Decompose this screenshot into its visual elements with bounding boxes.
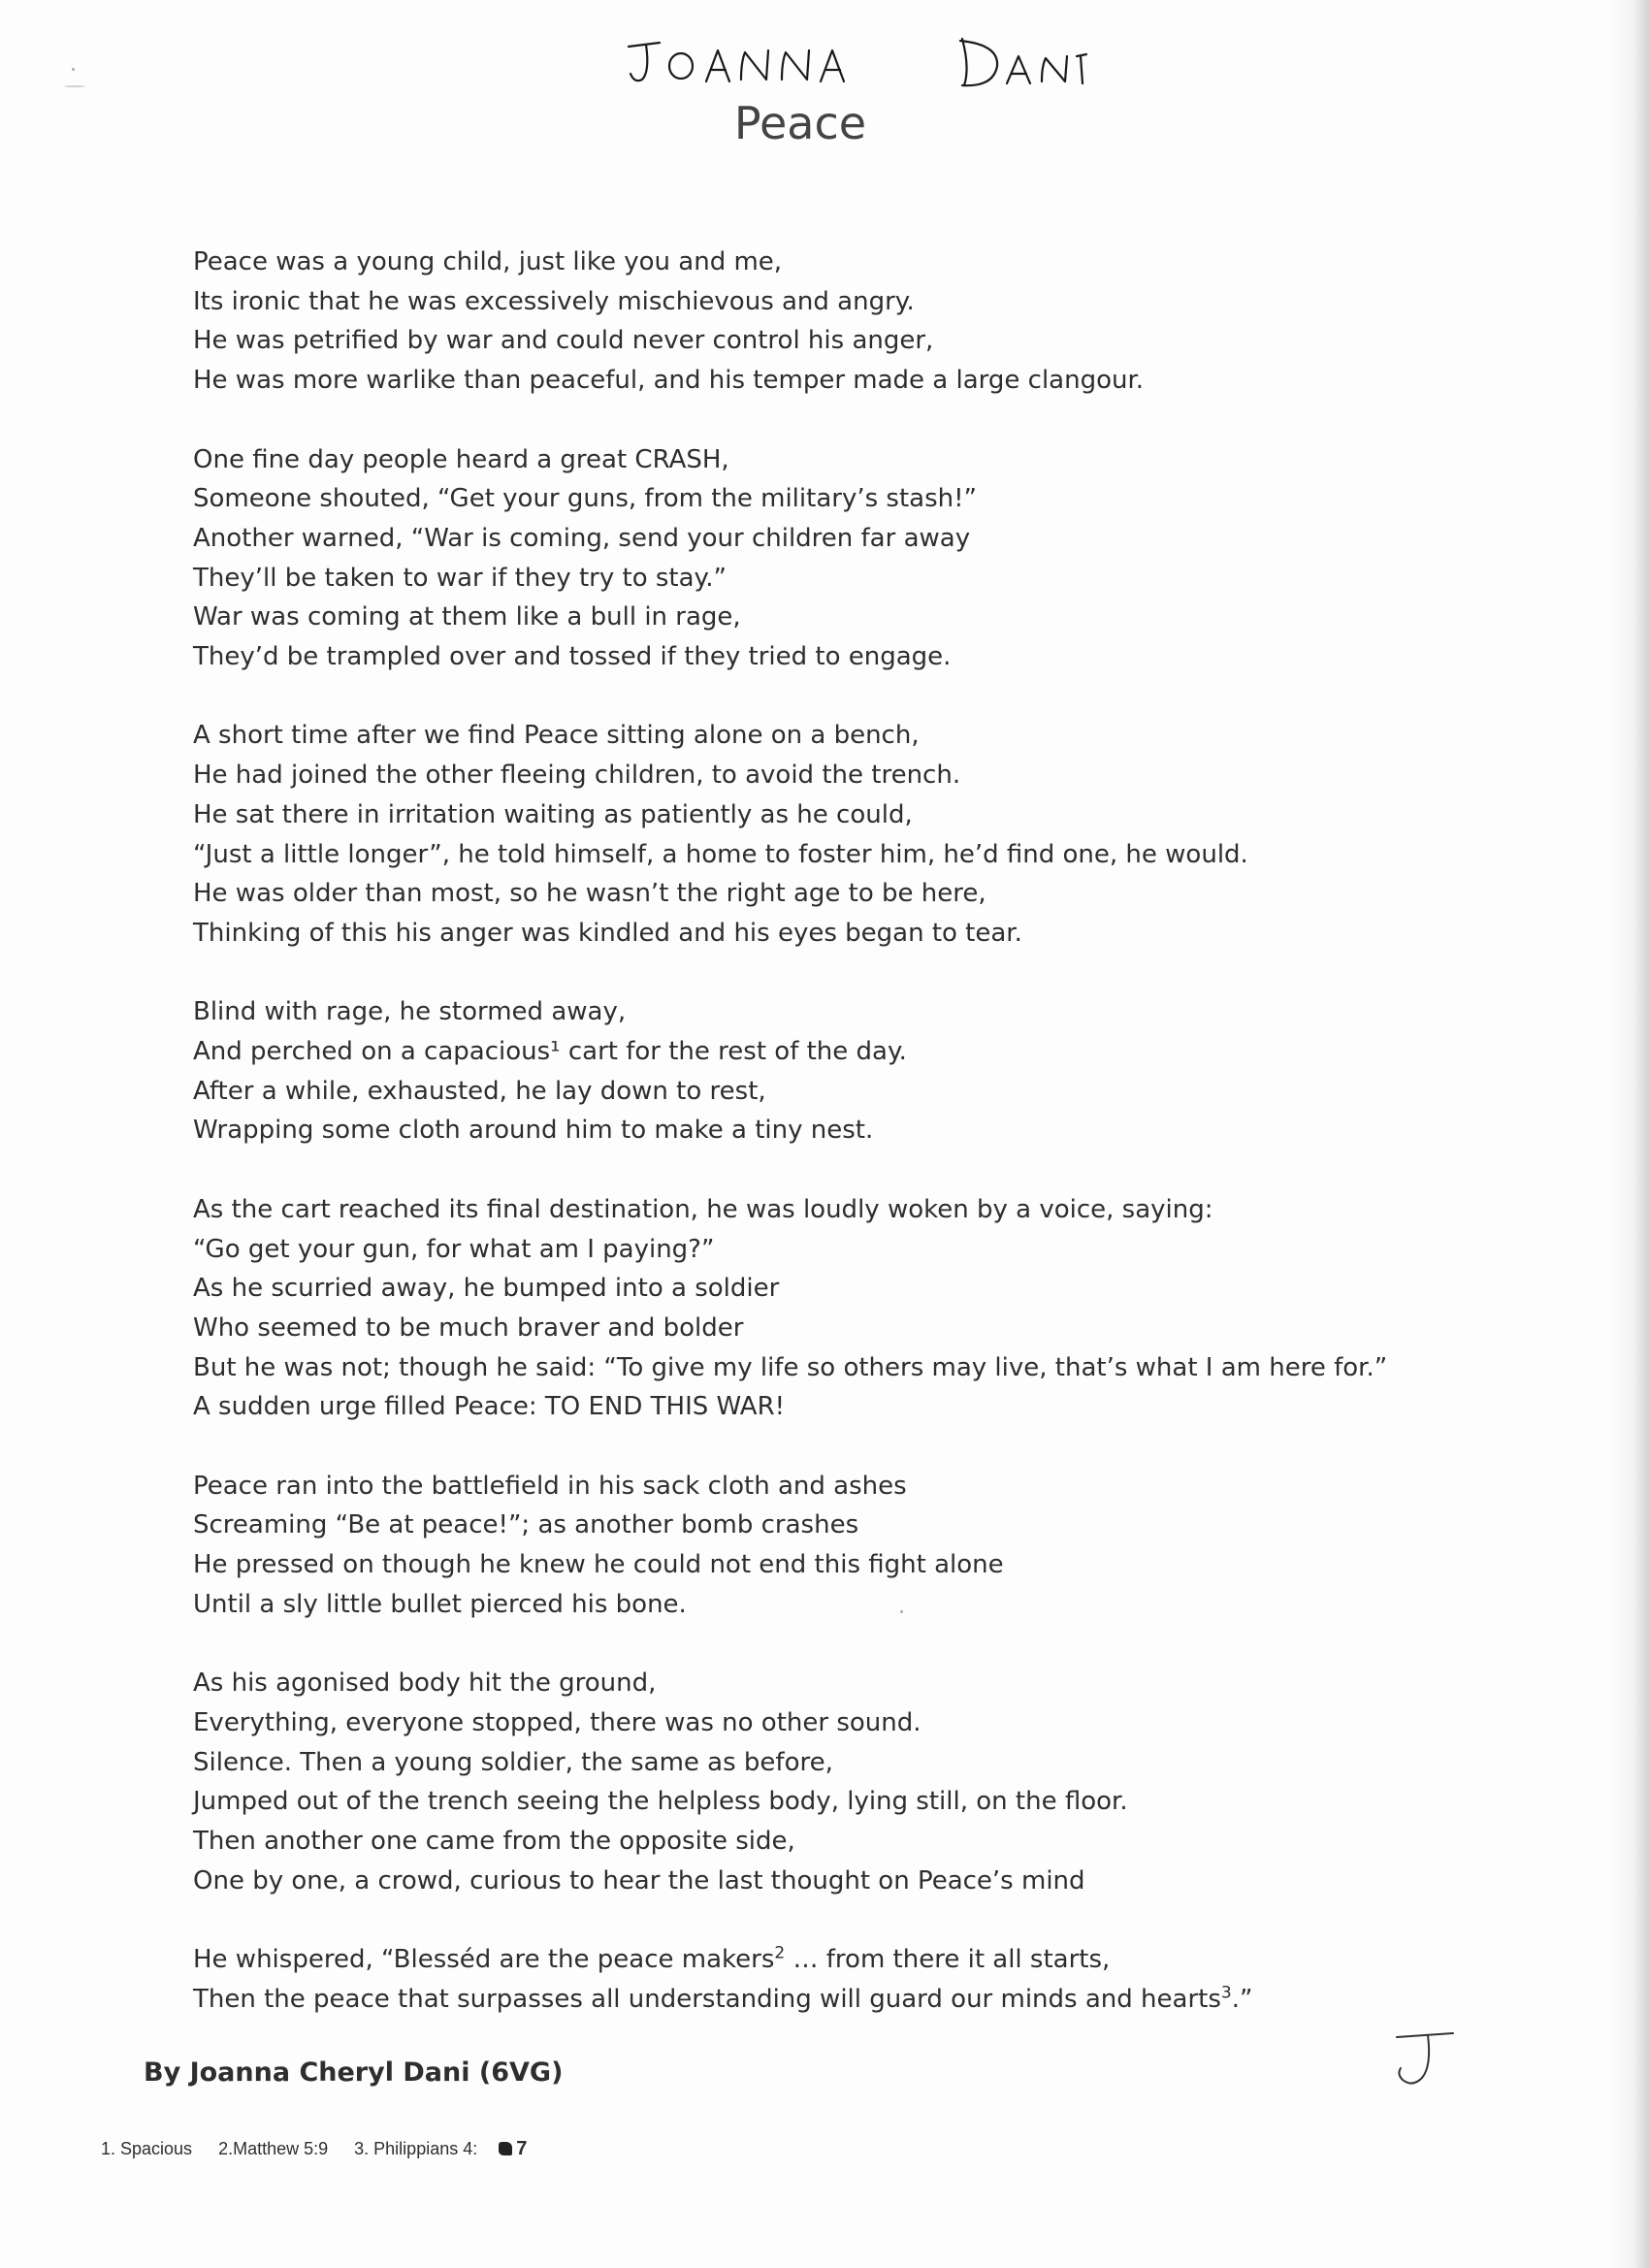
poem-line: As his agonised body hit the ground,: [193, 1669, 657, 1699]
ink-smudge-icon: [499, 2142, 512, 2155]
poem-line: As he scurried away, he bumped into a soldier: [193, 1274, 780, 1304]
author-byline: By Joanna Cheryl Dani (6VG): [144, 2057, 564, 2088]
poem-line: He was petrified by war and could never control his anger,: [193, 326, 934, 356]
poem-line: War was coming at them like a bull in rage,: [193, 602, 741, 632]
poem-line: Thinking of this his anger was kindled and his eyes began to tear.: [193, 918, 1022, 948]
footnote-3: 3. Philippians 4:: [354, 2139, 478, 2158]
scan-speck: [64, 85, 85, 87]
poem-line-part: .”: [1231, 1984, 1253, 2014]
poem-line: After a while, exhausted, he lay down to rest,: [193, 1076, 766, 1106]
poem-line: He sat there in irritation waiting as patiently as he could,: [193, 799, 913, 829]
poem-line-part: Then the peace that surpasses all understanding will guard our minds and hearts: [193, 1984, 1221, 2014]
stanza-4: [193, 992, 1493, 1150]
poem-line: One fine day people heard a great CRASH,: [193, 444, 729, 474]
footnote-1: 1. Spacious: [101, 2139, 193, 2158]
poem-line: Until a sly little bullet pierced his bone.: [193, 1589, 687, 1619]
poem-line: Someone shouted, “Get your guns, from the military’s stash!”: [193, 484, 977, 514]
stanza-1: [193, 243, 1493, 401]
poem-line: Its ironic that he was excessively mischievous and angry.: [193, 286, 915, 316]
poem-line: They’ll be taken to war if they try to stay.”: [193, 563, 727, 593]
poem-line: Screaming “Be at peace!”; as another bomb crashes: [193, 1510, 859, 1540]
stanza-7: [193, 1664, 1493, 1900]
poem-line: He had joined the other fleeing children, to avoid the trench.: [193, 761, 961, 791]
stanza-2: [193, 440, 1493, 677]
poem-title: Peace: [733, 97, 867, 149]
poem-line: Peace was a young child, just like you and me,: [193, 247, 783, 276]
footnote-3-handwritten: 7: [516, 2138, 528, 2159]
poem-line: Silence. Then a young soldier, the same as before,: [193, 1747, 833, 1777]
footnote-ref-2: 2: [774, 1943, 786, 1963]
poem-line: A short time after we find Peace sitting alone on a bench,: [193, 721, 920, 751]
poem-line: [193, 1940, 1493, 1980]
poem-line: As the cart reached its final destination, he was loudly woken by a voice, saying:: [193, 1194, 1213, 1224]
poem-line: Everything, everyone stopped, there was no other sound.: [193, 1707, 922, 1737]
footnotes: [101, 2138, 527, 2160]
poem-line: He was more warlike than peaceful, and his temper made a large clangour.: [193, 366, 1145, 396]
poem-line: Blind with rage, he stormed away,: [193, 997, 627, 1027]
poem-line: Wrapping some cloth around him to make a tiny nest.: [193, 1116, 874, 1146]
poem-line: One by one, a crowd, curious to hear the last thought on Peace’s mind: [193, 1865, 1085, 1895]
scan-shadow-edge: [1610, 0, 1649, 2268]
poem-line: [193, 1980, 1493, 2020]
handwritten-initial: [1377, 2027, 1465, 2095]
poem-line: A sudden urge filled Peace: TO END THIS WAR!: [193, 1392, 786, 1422]
poem-line-part: He whispered, “Blesséd are the peace makers: [193, 1945, 775, 1975]
poem-line: But he was not; though he said: “To give my life so others may live, that’s what I am here for.”: [193, 1352, 1388, 1382]
initial-j-drawing: [1377, 2027, 1465, 2095]
stanza-6: [193, 1467, 1493, 1625]
poem-line: He pressed on though he knew he could not end this fight alone: [193, 1550, 1004, 1580]
footnote-ref-3: 3: [1220, 1983, 1232, 2003]
poem-line: Who seemed to be much braver and bolder: [193, 1312, 744, 1343]
poem-line: Another warned, “War is coming, send your children far away: [193, 523, 971, 553]
footnote-2: 2.Matthew 5:9: [218, 2139, 329, 2158]
poem-line: “Just a little longer”, he told himself, a home to foster him, he’d find one, he would.: [193, 839, 1248, 869]
poem-line: He was older than most, so he wasn’t the right age to be here,: [193, 879, 986, 909]
poem-line: Then another one came from the opposite side,: [193, 1827, 795, 1857]
poem-line: “Go get your gun, for what am I paying?”: [193, 1234, 715, 1264]
poem-line-part: … from there it all starts,: [785, 1945, 1111, 1975]
poem-line: They’d be trampled over and tossed if they tried to engage.: [193, 642, 952, 672]
poem-body: [193, 243, 1493, 2058]
handwritten-name: [621, 29, 1125, 97]
stanza-5: [193, 1190, 1493, 1427]
poem-line: And perched on a capacious¹ cart for the rest of the day.: [193, 1037, 907, 1067]
scan-speck: [900, 1610, 903, 1613]
stanza-3: [193, 716, 1493, 953]
poem-line: Jumped out of the trench seeing the helpless body, lying still, on the floor.: [193, 1787, 1128, 1817]
scan-speck: [72, 68, 75, 71]
stanza-8: [193, 1940, 1493, 2019]
poem-line: Peace ran into the battlefield in his sack cloth and ashes: [193, 1471, 907, 1501]
handwritten-name-drawing: [621, 29, 1125, 97]
